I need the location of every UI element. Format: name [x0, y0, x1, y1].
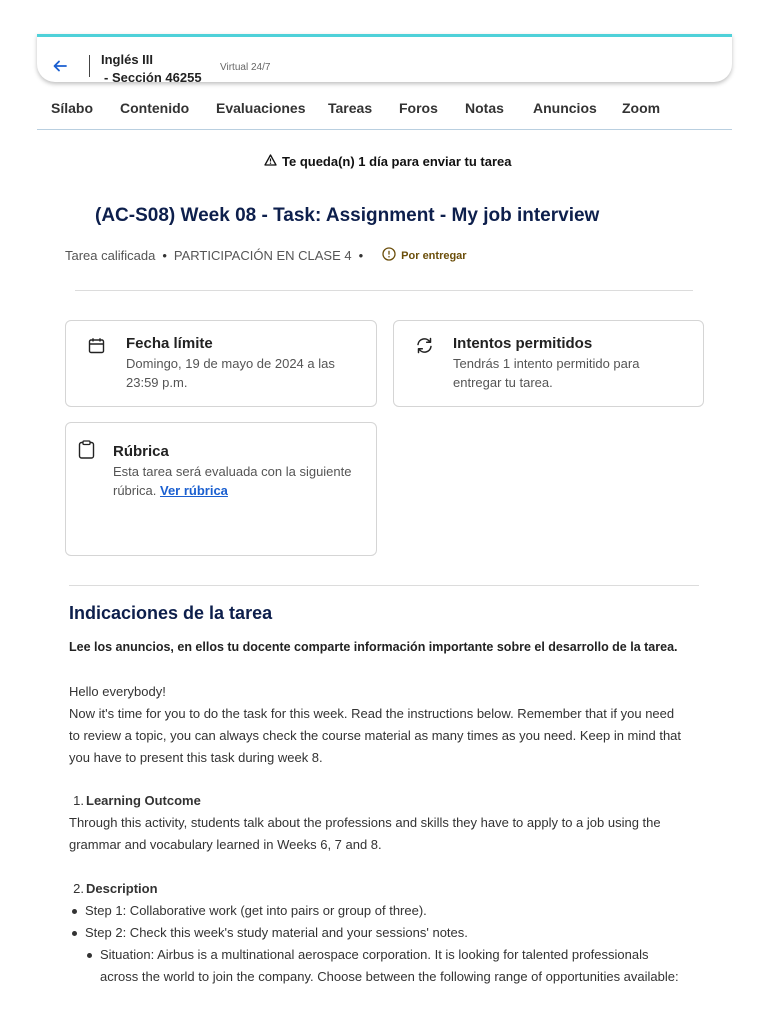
intro-line-1: Now it's time for you to do the task for this week. Read the instructions below. Remember that if you need: [69, 706, 675, 721]
status-badge: [382, 247, 466, 264]
instructions-title: Indicaciones de la tarea: [69, 603, 273, 623]
announcements-note: Lee los anuncios, en ellos tu docente comparte información importante sobre el desarrollo de la tarea.: [69, 640, 678, 654]
clipboard-icon: [78, 440, 95, 464]
tab-foros[interactable]: Foros: [399, 100, 438, 116]
rubric-text-suffix: rúbrica.: [113, 483, 157, 498]
attempts-title: Intentos permitidos: [453, 335, 593, 352]
course-tabs: [37, 90, 732, 130]
learning-outcome-heading: [69, 790, 699, 812]
deadline-card: [65, 320, 377, 407]
learning-outcome-title: Learning Outcome: [86, 793, 201, 808]
divider: [75, 290, 693, 291]
tab-tareas[interactable]: Tareas: [328, 100, 373, 116]
learning-outcome-line-1: Through this activity, students talk about the professions and skills they have to apply to a job using the: [69, 815, 661, 830]
tab-anuncios[interactable]: Anuncios: [533, 100, 597, 116]
description-title: Description: [86, 881, 158, 896]
rubric-text-1: Esta tarea será evaluada con la siguiente: [113, 464, 352, 479]
header-divider: [89, 55, 90, 77]
attempts-text-2: entregar tu tarea.: [453, 375, 553, 390]
list-number: 1.: [73, 793, 84, 808]
rubric-card: [65, 422, 377, 556]
view-rubric-link[interactable]: Ver rúbrica: [159, 483, 228, 498]
back-arrow-icon[interactable]: [51, 57, 69, 75]
tab-evaluaciones[interactable]: Evaluaciones: [216, 100, 306, 116]
clock-alert-icon: [382, 247, 396, 264]
course-modality: Virtual 24/7: [220, 62, 271, 73]
list-number: 2.: [73, 881, 84, 896]
attempts-card: [393, 320, 704, 407]
rubric-text-2: [113, 481, 228, 500]
situation-item: Situation: Airbus is a multinational aerospace corporation. It is looking for talented professionals: [100, 944, 648, 966]
calendar-icon: [88, 337, 105, 359]
step-2-item: Step 2: Check this week's study material and your sessions' notes.: [85, 922, 468, 944]
intro-line-3: you have to present this task during week 8.: [69, 750, 323, 765]
deadline-date: Domingo, 19 de mayo de 2024 a las: [126, 356, 335, 371]
meta-separator: •: [162, 248, 167, 263]
greeting: Hello everybody!: [69, 684, 166, 699]
tab-contenido[interactable]: Contenido: [120, 100, 190, 116]
task-category: PARTICIPACIÓN EN CLASE 4: [173, 248, 352, 263]
step-1-item: Step 1: Collaborative work (get into pairs or group of three).: [85, 900, 427, 922]
course-section: - Sección 46255: [104, 70, 202, 85]
tab-notas[interactable]: Notas: [465, 100, 504, 116]
situation-line-2: across the world to join the company. Choose between the following range of opportunities available:: [100, 969, 679, 984]
task-type: Tarea calificada: [65, 248, 156, 263]
course-header: [37, 34, 732, 85]
deadline-time: 23:59 p.m.: [126, 375, 188, 390]
intro-line-2: to review a topic, you can always check the course material as many times as you need. Keep in mind that: [69, 728, 682, 743]
tab-silabo[interactable]: Sílabo: [51, 100, 94, 116]
refresh-icon: [415, 336, 434, 360]
description-heading: [69, 878, 699, 900]
rubric-title: Rúbrica: [113, 443, 169, 460]
task-title: (AC-S08) Week 08 - Task: Assignment - My job interview: [95, 205, 600, 226]
divider: [69, 585, 699, 586]
learning-outcome-line-2: grammar and vocabulary learned in Weeks 6, 7 and 8.: [69, 837, 382, 852]
meta-separator: •: [358, 248, 364, 263]
deadline-title: Fecha límite: [126, 335, 213, 352]
warning-icon: [264, 154, 277, 169]
task-meta: [65, 247, 467, 264]
attempts-text-1: Tendrás 1 intento permitido para: [453, 356, 640, 371]
deadline-warning: [264, 154, 512, 169]
tab-zoom[interactable]: Zoom: [622, 100, 661, 116]
status-label: Por entregar: [401, 249, 467, 262]
course-name: Inglés III: [101, 52, 154, 67]
warning-text: Te queda(n) 1 día para enviar tu tarea: [282, 154, 512, 169]
